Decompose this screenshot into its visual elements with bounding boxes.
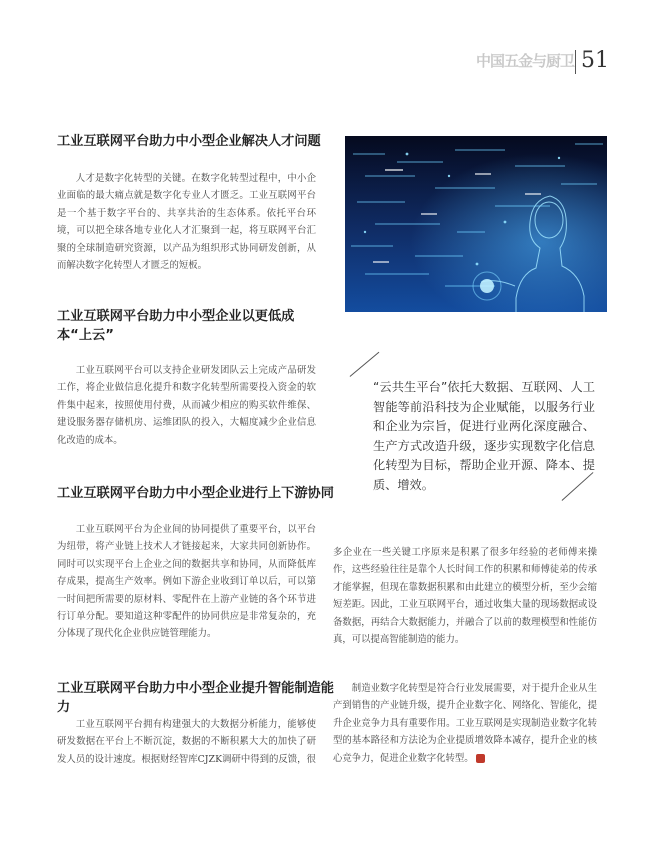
- section-4-paragraph: 工业互联网平台拥有构建强大的大数据分析能力，能够使研发数据在平台上不断沉淀，数据的不断积累大大的加快了研发人员的设计速度。根据财经智库CJZK调研中得到的反馈，很: [57, 719, 316, 765]
- right-column-continuation: 多企业在一些关键工序原来是积累了很多年经验的老师傅来操作，这些经验往往是靠个人长时间工作的积累和师傅徒弟的传承才能掌握，但现在靠数据积累和由此建立的模型分析，至少会缩短差距。因此，工业互联网平台，通过收集大量的现场数据或设备数据，再结合大数据能力，并融合了以前的数理模型和性能仿真，可以提高智能制造的能力。: [333, 547, 597, 646]
- section-4-heading: 工业互联网平台助力中小型企业提升智能制造能力: [57, 681, 334, 715]
- quote-slash-top: [350, 352, 380, 377]
- pull-quote: “云共生平台”依托大数据、互联网、人工智能等前沿科技为企业赋能，以服务行业和企业为宗旨，促进行业两化深度融合、生产方式改造升级，逐步实现数字化信息化转型为目标，帮助企业开源、降本、提质、增效。: [373, 380, 595, 492]
- article-end-icon: ⓒ: [476, 754, 485, 763]
- closing-paragraph-text: 制造业数字化转型是符合行业发展需要，对于提升企业从生产到销售的产业链升级，提升企业数字化、网络化、智能化，提升企业竞争力具有重要作用。工业互联网是实现制造业数字化转型的基本路径和方法论为企业提质增效降本减存，提升企业的核心竞争力，促进企业数字化转型。: [333, 683, 597, 764]
- header-divider: [575, 50, 576, 74]
- digital-data-photo: [345, 136, 607, 312]
- section-3-heading: 工业互联网平台助力中小型企业进行上下游协同: [57, 486, 334, 501]
- section-3-paragraph: 工业互联网平台为企业间的协同提供了重要平台，以平台为纽带，将产业链上技术人才链接起来，大家共同创新协作。同时可以实现平台上企业之间的数据共享和协同，从而降低库存成果，提高生产效率。例如下游企业收到订单以后，可以第一时间把所需要的原材料、零配件在上游产业链的各个环节进行订单分配。要知道这种零配件的协同供应是非常复杂的，充分体现了现代化企业供应链管理能力。: [57, 524, 316, 640]
- magazine-brand-logo: 中国五金与厨卫: [476, 52, 575, 70]
- section-1-paragraph: 人才是数字化转型的关键。在数字化转型过程中，中小企业面临的最大痛点就是数字化专业人才匮乏。工业互联网平台是一个基于数字平台的、共享共治的生态体系。依托平台环境，可以把全球各地专业化人才汇聚到一起，将互联网平台汇聚的全球制造研究资源，以产品为组织形式协同研发创新，从而解决数字化转型人才匮乏的短板。: [57, 173, 316, 272]
- closing-paragraph: [333, 680, 597, 767]
- section-1-heading: 工业互联网平台助力中小型企业解决人才问题: [57, 134, 321, 149]
- section-2-heading: 工业互联网平台助力中小型企业以更低成本“上云”: [57, 309, 295, 343]
- digital-human-illustration: [345, 136, 607, 312]
- page-number: 51: [581, 48, 609, 73]
- section-2-paragraph: 工业互联网平台可以支持企业研发团队云上完成产品研发工作，将企业做信息化提升和数字化转型所需要投入资金的软件集中起来，按照使用付费，从而减少相应的购买软件维保、建设服务器存储机房、运维团队的投入，大幅度减少企业信息化改造的成本。: [57, 365, 316, 446]
